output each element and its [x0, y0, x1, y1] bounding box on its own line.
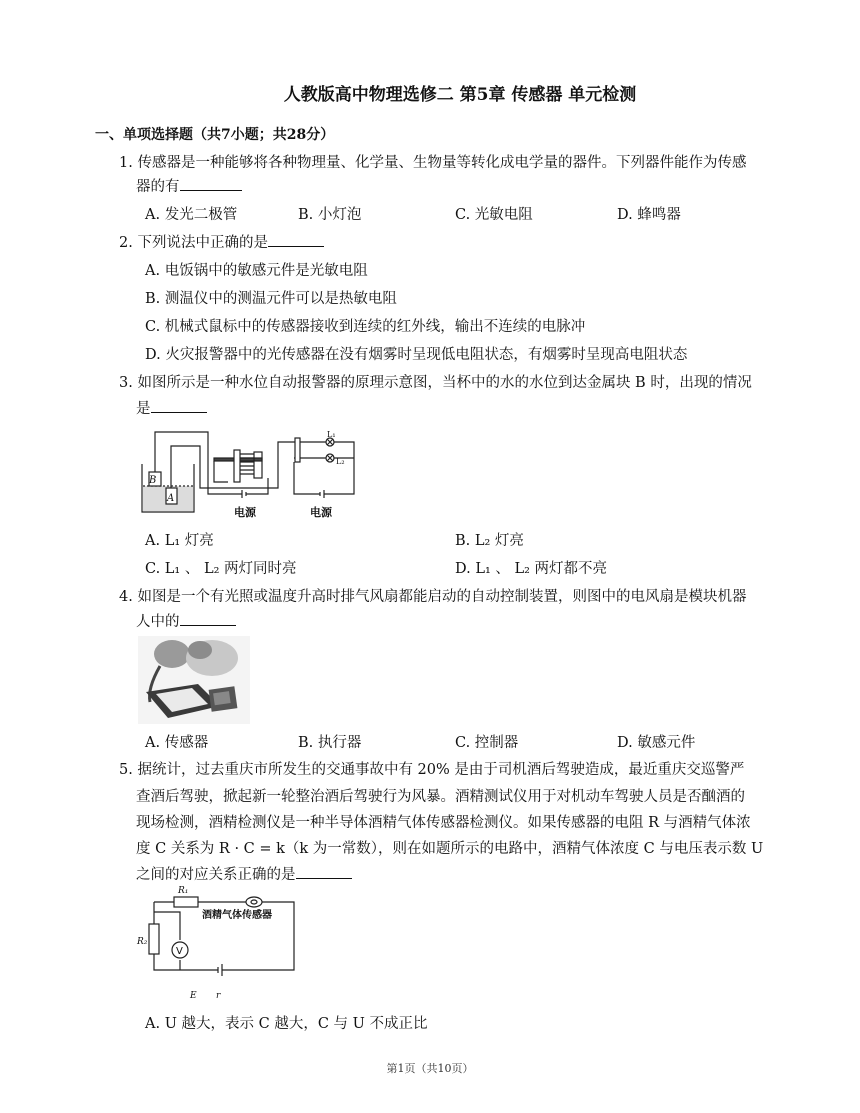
- q4-stem-line1: 4. 如图是一个有光照或温度升高时排气风扇都能启动的自动控制装置，则图中的电风扇是模块机器: [119, 589, 747, 605]
- answer-blank: [180, 176, 242, 191]
- answer-blank: [151, 398, 207, 413]
- q4-stem-line2: 人中的: [136, 611, 236, 633]
- q2-option-b[interactable]: B. 测温仪中的测温元件可以是热敏电阻: [145, 291, 397, 307]
- q1-option-b[interactable]: B. 小灯泡: [298, 207, 362, 223]
- q1-option-d[interactable]: D. 蜂鸣器: [617, 207, 681, 223]
- alcohol-sensor-circuit: [136, 884, 298, 1002]
- q4-option-a[interactable]: A. 传感器: [145, 735, 209, 751]
- label-power-right: 电源: [310, 506, 332, 519]
- q3-option-a[interactable]: A. L₁ 灯亮: [145, 533, 214, 549]
- q2-stem: 2. 下列说法中正确的是: [119, 232, 324, 254]
- q4-option-c[interactable]: C. 控制器: [455, 735, 519, 751]
- q2-option-a[interactable]: A. 电饭锅中的敏感元件是光敏电阻: [145, 263, 368, 279]
- q3-stem-line2: 是: [136, 398, 207, 420]
- page-title: 人教版高中物理选修二 第5章 传感器 单元检测: [283, 85, 637, 105]
- q3-option-d[interactable]: D. L₁ 、 L₂ 两灯都不亮: [455, 561, 608, 577]
- fan-module-photo: [138, 636, 250, 724]
- label-e: E: [190, 991, 197, 1001]
- q5-stem-line5: 之间的对应关系正确的是: [136, 864, 352, 886]
- label-power-left: 电源: [234, 506, 256, 519]
- q1-option-c[interactable]: C. 光敏电阻: [455, 207, 533, 223]
- answer-blank: [268, 232, 324, 247]
- label-l2: L₂: [336, 457, 345, 466]
- q1-stem-line1: 1. 传感器是一种能够将各种物理量、化学量、生物量等转化成电学量的器件。下列器件能作为传感: [119, 155, 747, 171]
- q2-option-d[interactable]: D. 火灾报警器中的光传感器在没有烟雾时呈现低电阻状态，有烟雾时呈现高电阻状态: [145, 347, 688, 363]
- q5-stem-line2: 查酒后驾驶，掀起新一轮整治酒后驾驶行为风暴。酒精测试仪用于对机动车驾驶人员是否酗酒的: [136, 789, 745, 805]
- answer-blank: [296, 864, 352, 879]
- q3-stem-line1: 3. 如图所示是一种水位自动报警器的原理示意图，当杯中的水的水位到达金属块 B 时，出现的情况: [119, 375, 752, 391]
- q5-stem-line3: 现场检测，酒精检测仪是一种半导体酒精气体传感器检测仪。如果传感器的电阻 R 与酒精气体浓: [136, 815, 751, 831]
- q4-option-b[interactable]: B. 执行器: [298, 735, 362, 751]
- q5-stem-line4: 度 C 关系为 R · C = k（k 为一常数），则在如题所示的电路中，酒精气体浓度 C 与电压表示数 U: [136, 841, 764, 857]
- q5-stem-line1: 5. 据统计，过去重庆市所发生的交通事故中有 20% 是由于司机酒后驾驶造成，最近重庆交巡警严: [119, 762, 745, 778]
- q1-option-a[interactable]: A. 发光二极管: [145, 207, 238, 223]
- label-b: B: [149, 475, 157, 486]
- label-r2: R₂: [137, 937, 148, 947]
- q4-option-d[interactable]: D. 敏感元件: [617, 735, 696, 751]
- section-heading: 一、单项选择题（共7小题；共28分）: [95, 127, 335, 143]
- label-l1: L₁: [327, 430, 336, 439]
- label-a: A: [167, 493, 175, 504]
- label-sensor: 酒精气体传感器: [202, 910, 272, 921]
- q3-option-b[interactable]: B. L₂ 灯亮: [455, 533, 524, 549]
- q5-option-a[interactable]: A. U 越大，表示 C 越大，C 与 U 不成正比: [145, 1016, 428, 1032]
- label-voltmeter: V: [176, 946, 183, 957]
- label-r: r: [216, 991, 221, 1001]
- q2-option-c[interactable]: C. 机械式鼠标中的传感器接收到连续的红外线，输出不连续的电脉冲: [145, 319, 586, 335]
- page-footer: 第1页（共10页）: [386, 1062, 474, 1075]
- water-alarm-diagram: [138, 428, 360, 522]
- answer-blank: [180, 611, 236, 626]
- q3-option-c[interactable]: C. L₁ 、 L₂ 两灯同时亮: [145, 561, 297, 577]
- q1-stem-line2: 器的有: [136, 176, 242, 198]
- label-r1: R₁: [178, 886, 189, 896]
